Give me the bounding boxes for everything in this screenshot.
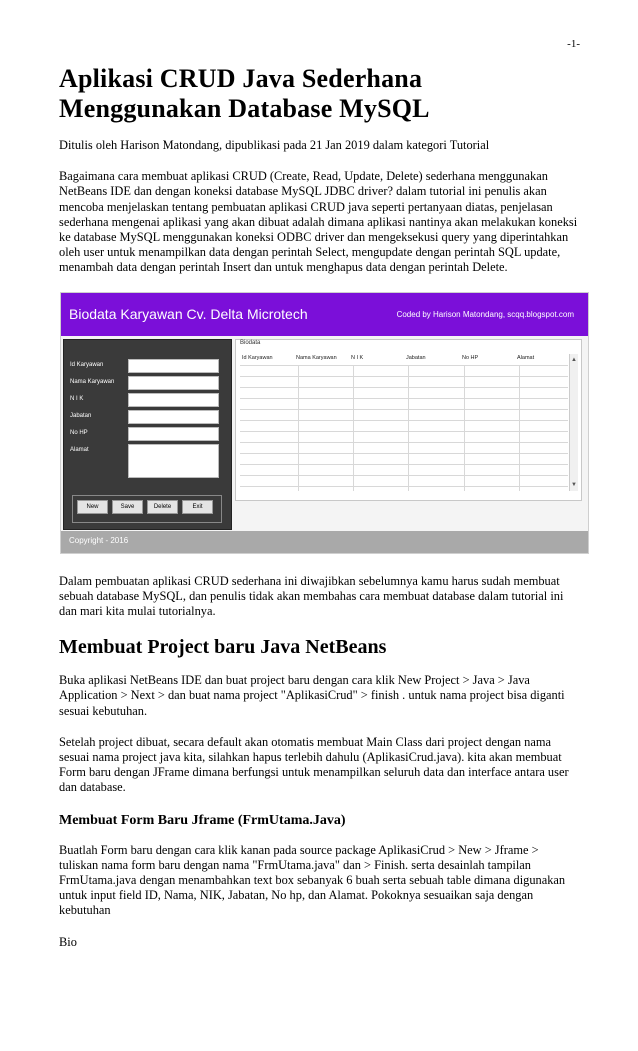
- label-alamat: Alamat: [70, 446, 89, 453]
- byline: Ditulis oleh Harison Matondang, dipublikasi pada 21 Jan 2019 dalam kategori Tutorial: [59, 138, 490, 152]
- no-hp-field[interactable]: [128, 427, 219, 441]
- article-title: Aplikasi CRUD Java Sederhana Menggunakan Database MySQL: [59, 64, 430, 123]
- page-number: -1-: [567, 38, 580, 50]
- paragraph-main-class: Setelah project dibuat, secara default akan otomatis membuat Main Class dari project dengan nama sesuai nama project java kita, silahkan hapus terlebih dahulu (AplikasiCrud.java). kita akan membuat Form baru dengan JFrame dimana berfungsi untuk menampilkan seluruh data dan interface antara user dan database.: [59, 734, 569, 795]
- paragraph-database: Dalam pembuatan aplikasi CRUD sederhana ini diwajibkan sebelumnya kamu harus sudah membuat sebuah database MySQL, dan penulis tidak akan membahas cara membuat database dalam tutorial ini dan mari kita mulai tutorialnya.: [59, 573, 564, 619]
- app-title: Biodata Karyawan Cv. Delta Microtech: [69, 305, 308, 322]
- app-footer: [61, 531, 588, 553]
- table-column-divider: [464, 365, 465, 491]
- scroll-down-icon[interactable]: ▼: [571, 481, 577, 488]
- alamat-field[interactable]: [128, 444, 219, 478]
- nik-field[interactable]: [128, 393, 219, 407]
- col-id-karyawan[interactable]: Id Karyawan: [242, 354, 273, 361]
- delete-button[interactable]: Delete: [147, 500, 178, 514]
- table-legend: Biodata: [240, 339, 261, 346]
- jabatan-field[interactable]: [128, 410, 219, 424]
- table-column-divider: [353, 365, 354, 491]
- col-alamat[interactable]: Alamat: [517, 354, 535, 361]
- label-nik: N I K: [70, 395, 84, 402]
- table-column-divider: [298, 365, 299, 491]
- id-karyawan-field[interactable]: [128, 359, 219, 373]
- nama-karyawan-field[interactable]: [128, 376, 219, 390]
- col-nik[interactable]: N I K: [351, 354, 364, 361]
- app-header: [61, 293, 588, 336]
- table-scrollbar[interactable]: [569, 354, 578, 491]
- intro-paragraph: Bagaimana cara membuat aplikasi CRUD (Create, Read, Update, Delete) sederhana menggunakan NetBeans IDE dan dengan koneksi database MySQL JDBC driver? dalam tutorial ini penulis akan mencoba menjelaskan tentang pembuatan aplikasi CRUD java seperti pertanyaan diatas, penjelasan sederhana mengenai aplikasi yang akan dibuat adalah dimana aplikasi nantinya akan melakukan koneksi ke database MySQL menggunakan koneksi ODBC driver dan mengeksekusi query yang diperintahkan oleh user untuk menampilkan data dengan perintah Select, mengupdate dengan perintah SQL update, menambah data dengan perintah Insert dan untuk menghapus data dengan perintah Delete.: [59, 169, 578, 275]
- form-panel: [63, 339, 232, 530]
- paragraph-truncated: Bio: [59, 934, 77, 949]
- paragraph-new-project: Buka aplikasi NetBeans IDE dan buat project baru dengan cara klik New Project > Java > Java Application > Next > dan buat nama project "AplikasiCrud" > finish . untuk nama project bisa diganti sesuai kebutuhan.: [59, 673, 565, 718]
- label-nama-karyawan: Nama Karyawan: [70, 378, 115, 385]
- app-body: [61, 336, 588, 531]
- table-column-divider: [408, 365, 409, 491]
- label-jabatan: Jabatan: [70, 412, 92, 419]
- col-no-hp[interactable]: No HP: [462, 354, 479, 361]
- biodata-table-panel: [235, 339, 582, 501]
- save-button[interactable]: Save: [112, 500, 143, 514]
- article: [59, 64, 579, 966]
- col-nama-karyawan[interactable]: Nama Karyawan: [296, 354, 337, 361]
- label-id-karyawan: Id Karyawan: [70, 361, 104, 368]
- col-jabatan[interactable]: Jabatan: [406, 354, 426, 361]
- app-copyright: Copyright - 2016: [69, 535, 129, 545]
- new-button[interactable]: New: [77, 500, 108, 514]
- label-no-hp: No HP: [70, 429, 88, 436]
- subsection-heading: Membuat Form Baru Jframe (FrmUtama.Java): [59, 812, 346, 828]
- exit-button[interactable]: Exit: [182, 500, 213, 514]
- table-column-divider: [519, 365, 520, 491]
- scroll-up-icon[interactable]: ▲: [571, 356, 577, 363]
- app-credit: Coded by Harison Matondang, scqq.blogspot.com: [396, 309, 574, 319]
- section-heading: Membuat Project baru Java NetBeans: [59, 636, 387, 659]
- paragraph-jframe: Buatlah Form baru dengan cara klik kanan pada source package AplikasiCrud > New > Jframe > tuliskan nama form baru dengan nama "FrmUtama.java" dan > Finish. serta desainlah tampilan FrmUtama.java dengan menambahkan text box sebanyak 6 buah serta sebuah table dimana digunakan untuk input field ID, Nama, NIK, Jabatan, No hp, dan Alamat. Pokoknya sesuaikan saja dengan kebutuhan: [59, 842, 566, 918]
- app-screenshot: [60, 292, 589, 554]
